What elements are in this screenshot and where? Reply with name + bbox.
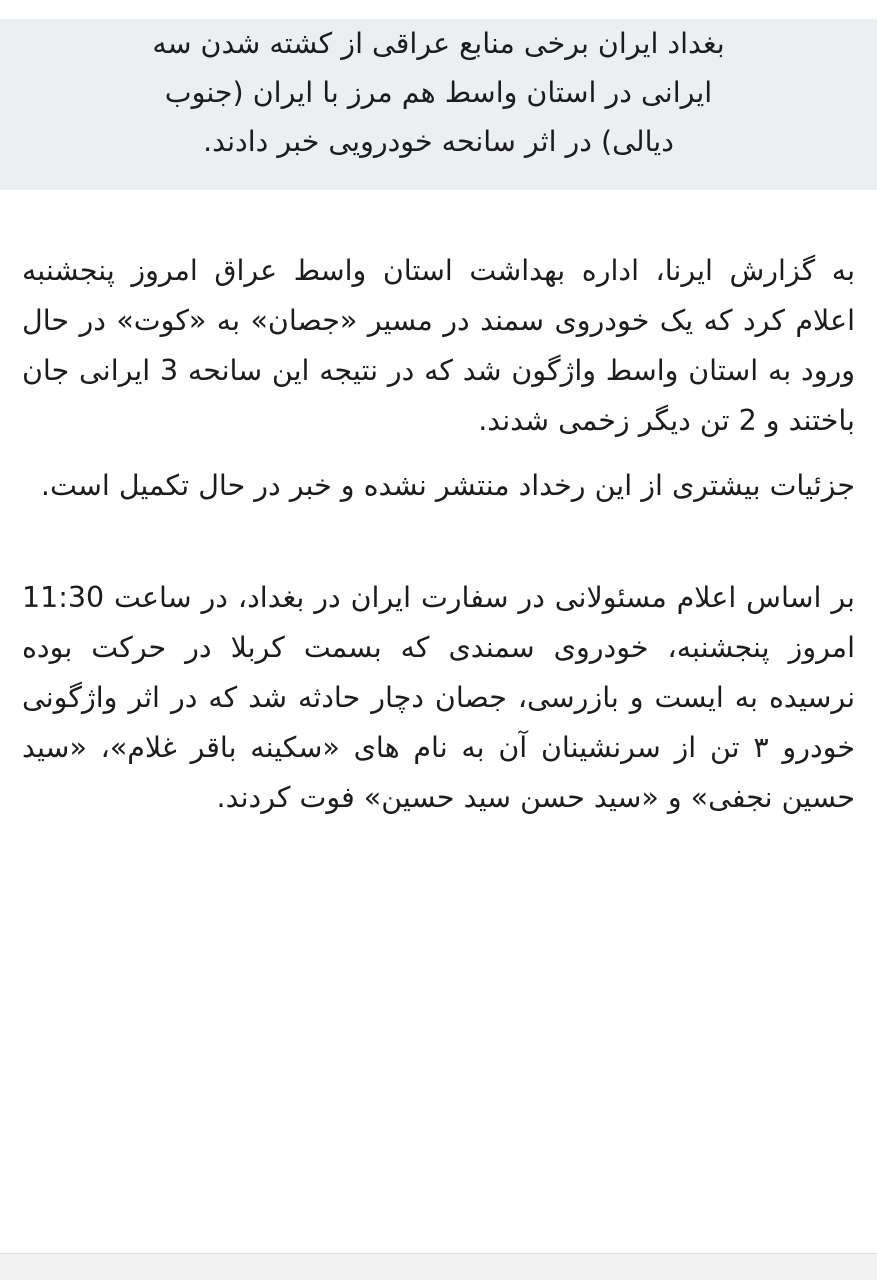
bottom-bar bbox=[0, 1253, 877, 1280]
article-paragraph-1: به گزارش ایرنا، اداره بهداشت استان واسط عراق امروز پنجشنبه اعلام کرد که یک خودروی سمند در مسیر «جصان» به «کوت» در حال ورود به استان واسط واژگون شد که در نتیجه این سانحه 3 ایرانی جان باختند و 2 تن دیگر زخمی شدند. bbox=[22, 254, 855, 438]
article-paragraph-3: بر اساس اعلام مسئولانی در سفارت ایران در بغداد، در ساعت 11:30 امروز پنجشنبه، خودروی سمندی که بسمت کربلا در حرکت بوده نرسیده به ایست و بازرسی، جصان دچار حادثه شد که در اثر واژگونی خودرو ۳ تن از سرنشینان آن به نام های «سکینه باقر غلام»، «سید حسین نجفی» و «سید حسن سید حسین» فوت کردند. bbox=[22, 580, 855, 815]
quote-block-clipped bbox=[0, 0, 877, 190]
spacer bbox=[22, 447, 855, 461]
quote-line-1: بغداد ایران برخی منابع عراقی از کشته شدن سه bbox=[152, 26, 725, 60]
quote-block bbox=[0, 19, 877, 190]
article-paragraph-2: جزئیات بیشتری از این رخداد منتشر نشده و خبر در حال تکمیل است. bbox=[40, 468, 855, 502]
quote-line-3: دیالی) در اثر سانحه خودرویی خبر دادند. bbox=[203, 124, 674, 158]
quote-line-2: ایرانی در استان واسط هم مرز با ایران (جنوب bbox=[164, 75, 713, 109]
spacer bbox=[22, 190, 855, 246]
article-body bbox=[0, 190, 877, 1280]
spacer bbox=[22, 511, 855, 573]
